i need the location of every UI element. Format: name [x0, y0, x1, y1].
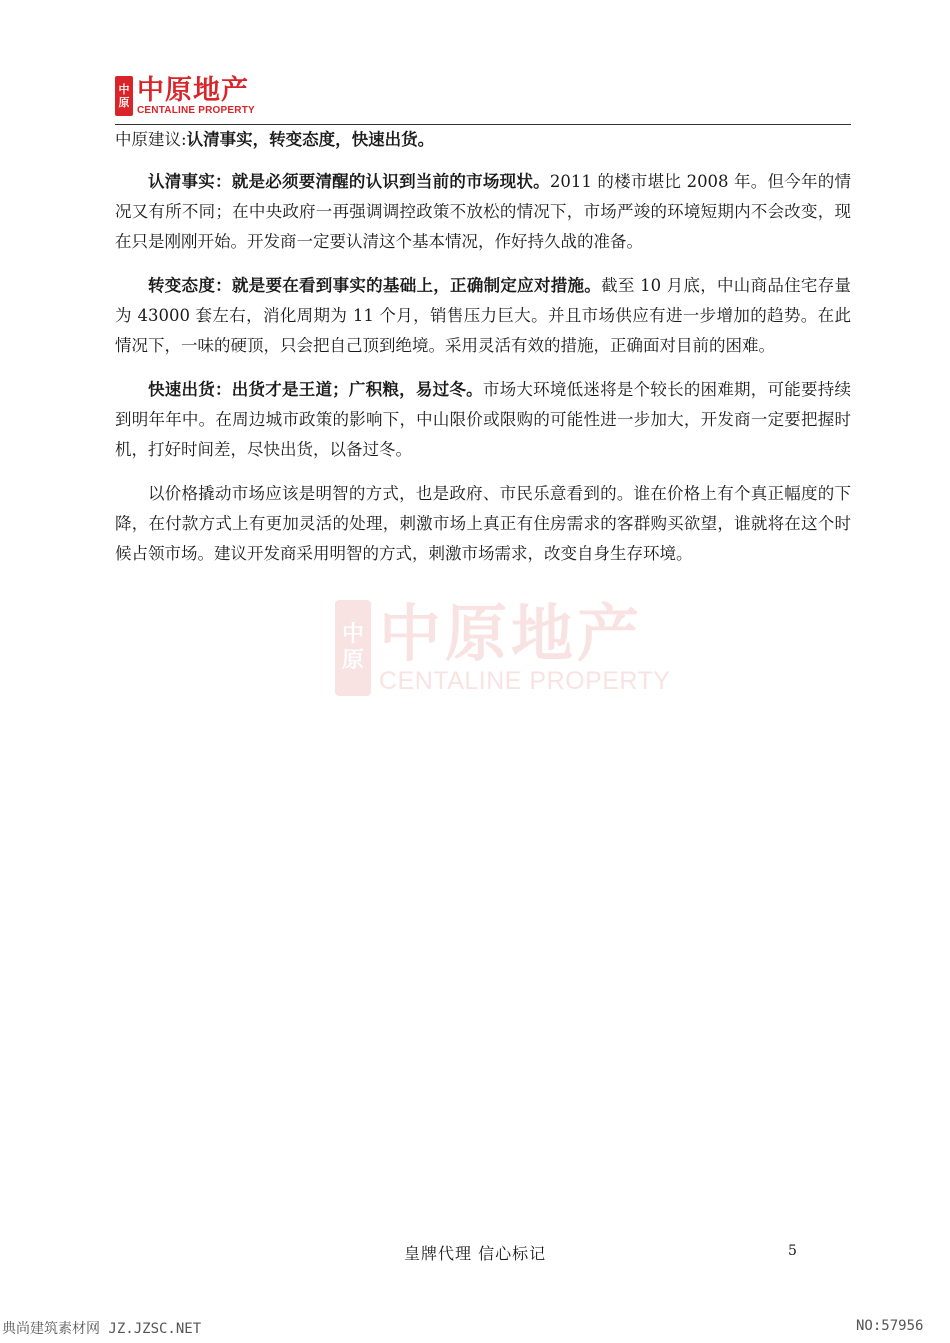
paragraph-quick-sales — [115, 375, 851, 465]
logo-wordmark — [137, 74, 255, 116]
watermark-english-name: CENTALINE PROPERTY — [379, 667, 671, 695]
logo-seal-icon — [115, 76, 133, 116]
watermark-seal-char-1: 中 — [341, 622, 364, 647]
paragraph-price-strategy — [115, 479, 851, 569]
paragraph-heading: 转变态度：就是要在看到事实的基础上，正确制定应对措施。 — [148, 276, 602, 295]
watermark — [335, 597, 671, 696]
company-logo — [115, 76, 255, 116]
document-number: NO:57956 — [856, 1318, 924, 1334]
logo-seal-char-1: 中 — [118, 83, 130, 96]
recommendation-summary — [115, 127, 851, 153]
paragraph-heading: 快速出货：出货才是王道；广积粮，易过冬。 — [148, 380, 483, 399]
watermark-seal-char-2: 原 — [341, 648, 364, 673]
paragraph-text: 市场大环境低迷将是个较长的困难期，可能要持续到明年年中。在周边城市政策的影响下，中山限价或限购的可能性进一步加大，开发商一定要把握时机，打好时间差，尽快出货，以备过冬。 — [115, 380, 852, 459]
paragraph-text: 以价格撬动市场应该是明智的方式，也是政府、市民乐意看到的。谁在价格上有个真正幅度的下降，在付款方式上有更加灵活的处理，刺激市场上真正有住房需求的客群购买欲望，谁就将在这个时候占领市场。建议开发商采用明智的方式，刺激市场需求，改变自身生存环境。 — [115, 484, 851, 563]
logo-english-name: CENTALINE PROPERTY — [137, 104, 255, 116]
document-body — [115, 127, 851, 569]
paragraph-recognize-facts — [115, 167, 851, 257]
paragraph-change-attitude — [115, 271, 851, 361]
recommendation-headline: 认清事实，转变态度，快速出货。 — [186, 130, 435, 149]
logo-chinese-name: 中原地产 — [137, 74, 249, 106]
header-divider — [115, 124, 851, 125]
page-number: 5 — [788, 1243, 797, 1259]
paragraph-text: 截至 10 月底，中山商品住宅存量为 43000 套左右，消化周期为 11 个月，销售压力巨大。并且市场供应有进一步增加的趋势。在此情况下，一味的硬顶，只会把自己顶到绝境。采用灵活有效的措施，正确面对目前的困难。 — [115, 276, 851, 355]
footer-slogan: 皇牌代理 信心标记 — [404, 1244, 547, 1263]
recommendation-prefix: 中原建议: — [115, 130, 187, 149]
paragraph-heading: 认清事实：就是必须要清醒的认识到当前的市场现状。 — [148, 172, 550, 191]
watermark-seal-icon — [335, 600, 371, 696]
watermark-wordmark — [379, 597, 671, 695]
logo-seal-char-2: 原 — [118, 96, 130, 109]
site-credit: 典尚建筑素材网 JZ.JZSC.NET — [2, 1321, 202, 1337]
paragraph-text: 2011 的楼市堪比 2008 年。但今年的情况又有所不同；在中央政府一再强调调控政策不放松的情况下，市场严竣的环境短期内不会改变，现在只是刚刚开始。开发商一定要认清这个基本情况，作好持久战的准备。 — [115, 172, 852, 251]
watermark-chinese-name: 中原地产 — [379, 597, 644, 670]
